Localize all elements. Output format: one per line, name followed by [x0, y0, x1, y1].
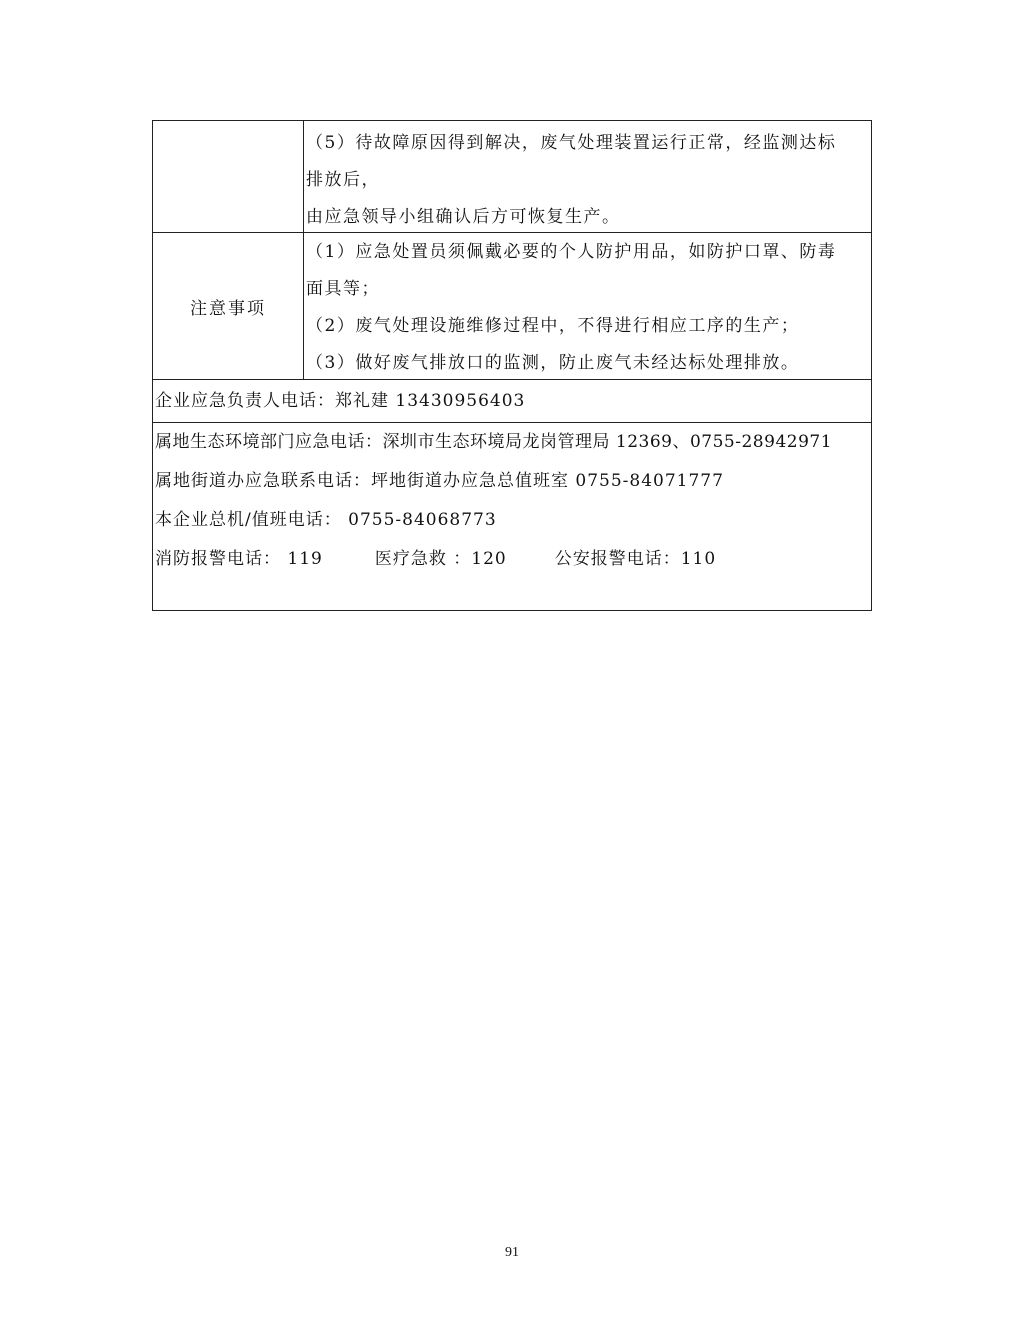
content-line: 排放后，	[306, 170, 380, 190]
table-row-contact	[153, 380, 871, 423]
police-phone: 公安报警电话：110	[554, 549, 717, 569]
street-office-phone: 属地街道办应急联系电话：坪地街道办应急总值班室 0755-84071777	[155, 471, 724, 491]
table-row-phones	[153, 423, 871, 610]
recovery-content	[304, 121, 871, 232]
content-line: 面具等；	[306, 279, 380, 299]
notes-content	[304, 233, 871, 379]
fire-phone: 消防报警电话： 119	[155, 549, 323, 569]
emergency-numbers-line	[155, 540, 871, 579]
emergency-table	[152, 120, 872, 611]
content-line: （1）应急处置员须佩戴必要的个人防护用品，如防护口罩、防毒	[306, 242, 837, 262]
page-number: 91	[505, 1245, 519, 1260]
table-row-notes	[153, 233, 871, 380]
phones-cell	[153, 423, 871, 610]
environment-dept-phone: 属地生态环境部门应急电话：深圳市生态环境局龙岗管理局 12369、0755-28942971	[155, 432, 833, 452]
company-switchboard-phone: 本企业总机/值班电话： 0755-84068773	[155, 510, 497, 530]
notes-label: 注意事项	[153, 233, 304, 379]
medical-phone: 医疗急救 ：120	[374, 549, 507, 569]
table-row-recovery	[153, 121, 871, 233]
content-line: 由应急领导小组确认后方可恢复生产。	[306, 207, 621, 227]
content-line: （5）待故障原因得到解决，废气处理装置运行正常，经监测达标	[306, 133, 837, 153]
content-line: （3）做好废气排放口的监测，防止废气未经达标处理排放。	[306, 353, 800, 373]
content-line: （2）废气处理设施维修过程中，不得进行相应工序的生产；	[306, 316, 800, 336]
contact-cell	[153, 380, 871, 422]
row-label-empty	[153, 121, 304, 232]
manager-phone: 企业应急负责人电话：郑礼建 13430956403	[155, 391, 526, 411]
